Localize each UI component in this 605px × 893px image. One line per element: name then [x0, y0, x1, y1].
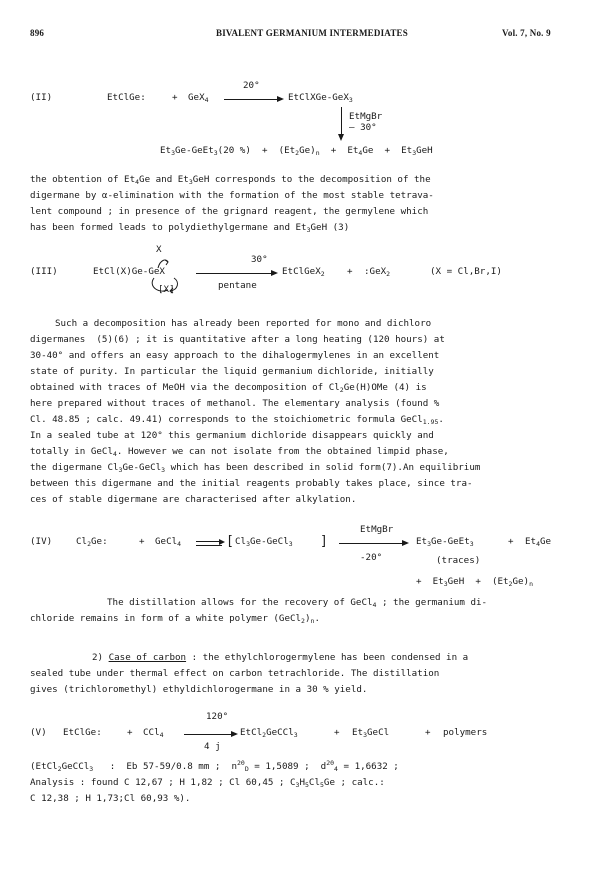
arrow-label: 20°	[243, 80, 260, 91]
eq-reactant: EtClGe:	[107, 92, 146, 103]
reagent-label: EtMgBr	[349, 111, 383, 122]
section-heading-case-of-carbon: Case of carbon	[108, 652, 187, 663]
eq-reactant: EtCl(X)Ge-GeX	[93, 266, 165, 277]
text-line: totally in GeCl$_4$. However we can not isolate from the obtained limpid phase,	[30, 446, 449, 458]
page-number: 896	[30, 28, 45, 38]
text-line: Analysis : found C 12,67 ; H 1,82 ; Cl 60,45 ; $C_3H_5Cl_5Ge$ ; calc.:	[30, 777, 385, 789]
text-line: state of purity. In particular the liquid germanium dichloride, initially	[30, 366, 434, 377]
vertical-arrow	[341, 107, 342, 139]
text-line: 2) Case of carbon : the ethylchlorogermylene has been condensed in a	[92, 652, 469, 663]
eq-plus: +	[139, 536, 145, 547]
reaction-arrow	[224, 99, 282, 100]
eq-reactant: CCl$_4$	[143, 727, 164, 739]
text-line: Cl. 48.85 ; calc. 49.41) corresponds to the stoichiometric formula GeCl$_{1.95}$.	[30, 414, 444, 426]
eq-product: EtCl$_2$GeCCl$_3$	[240, 727, 298, 739]
text-line: here prepared without traces of methanol. The elementary analysis (found %	[30, 398, 440, 409]
text-line: In a sealed tube at 120° this germanium dichloride disappears quickly and	[30, 430, 434, 441]
bracket-right: ]	[320, 534, 328, 549]
running-title: BIVALENT GERMANIUM INTERMEDIATES	[216, 28, 408, 38]
arrow-label-top: 120°	[206, 711, 229, 722]
bracketed-intermediate: $Cl_3Ge-GeCl_3$	[235, 536, 293, 548]
reaction-arrow	[196, 273, 276, 274]
eq-label: (II)	[30, 92, 53, 103]
eq-product: $Et_4Ge$	[525, 536, 552, 548]
arrow-label-bottom: 4 j	[204, 741, 221, 752]
text-line: 30-40° and offers an easy approach to the dihalogermylenes in an excellent	[30, 350, 440, 361]
eq-product: $Et_3Ge-GeEt_3$	[416, 536, 474, 548]
text-line: the digermane $Cl_3Ge-GeCl_3$ which has been described in solid form(7).An equilibrium	[30, 462, 481, 474]
arrow-label-top: 30°	[251, 254, 268, 265]
eq-products-row-2: + $Et_3GeH + (Et_2Ge)_n$	[416, 576, 533, 588]
reaction-arrow	[339, 543, 407, 544]
text-line: the obtention of $Et_4Ge$ and $Et_3GeH$ corresponds to the decomposition of the	[30, 174, 431, 186]
reagent-temperature: – 30°	[349, 122, 377, 133]
text-line: ces of stable digermane are characterised after alkylation.	[30, 494, 357, 505]
eq-plus: +	[127, 727, 133, 738]
eq-product: :GeX$_2$	[364, 266, 391, 278]
text-line: sealed tube under thermal effect on carbon tetrachloride. The distillation	[30, 668, 440, 679]
reaction-arrow	[184, 734, 236, 735]
eq-product: EtClGeX$_2$	[282, 266, 325, 278]
eq-plus: +	[425, 727, 431, 738]
bracket-left: [	[226, 534, 234, 549]
eq-label: (III)	[30, 266, 58, 277]
eq-reactant: GeX$_4$	[188, 92, 209, 104]
eq-label: (V)	[30, 727, 47, 738]
eq-product: polymers	[443, 727, 488, 738]
arrow-label-bottom: -20°	[360, 552, 383, 563]
text-line: (EtCl$_2$GeCCl$_3$ : Eb 57-59/0.8 mm ; $n^{20}_D = 1,5089$ ; $d^{20}_4 = 1,6632$ ;	[30, 759, 399, 773]
arrow-label-bottom: pentane	[218, 280, 257, 291]
eq-reactant: $Cl_2Ge$:	[76, 536, 108, 548]
text-line: The distillation allows for the recovery of GeCl$_4$ ; the germanium di-	[107, 597, 488, 609]
text-line: Such a decomposition has already been reported for mono and dichloro	[55, 318, 432, 329]
text-line: has been formed leads to polydiethylgermane and $Et_3GeH$ (3)	[30, 222, 350, 234]
text-line: between this digermane and the initial reagents probably takes place, since tra-	[30, 478, 473, 489]
eq-product: $Et_3GeCl$	[352, 727, 390, 739]
substituent-x: X	[156, 244, 162, 255]
text-line: digermanes (5)(6) ; it is quantitative after a long heating (120 hours) at	[30, 334, 445, 345]
eq-plus: +	[347, 266, 353, 277]
volume-info: Vol. 7, No. 9	[502, 28, 551, 38]
eq-condition: (X = Cl,Br,I)	[430, 266, 502, 277]
arrow-label-top: EtMgBr	[360, 524, 394, 535]
text-line: lent compound ; in presence of the grignard reagent, the germylene which	[30, 206, 429, 217]
equilibrium-arrow	[196, 541, 222, 546]
text-line: digermane by α-elimination with the formation of the most stable tetrava-	[30, 190, 434, 201]
text-line: C 12,38 ; H 1,73;Cl 60,93 %).	[30, 793, 191, 804]
eq-product: EtClXGe-GeX$_3$	[288, 92, 353, 104]
eq-plus: +	[508, 536, 514, 547]
eq-reactant: EtClGe:	[63, 727, 102, 738]
text-line: chloride remains in form of a white polymer $(GeCl_2)_n$.	[30, 613, 320, 625]
text-line: gives (trichloromethyl) ethyldichlorogermane in a 30 % yield.	[30, 684, 368, 695]
eq-reactant: GeCl$_4$	[155, 536, 182, 548]
eq-label: (IV)	[30, 536, 53, 547]
text-line: obtained with traces of MeOH via the decomposition of $Cl_2Ge(H)OMe$ (4) is	[30, 382, 427, 394]
eq-products-row: $Et_3Ge-GeEt_3(20$ %) + $(Et_2Ge)_n + Et_4Ge + Et_3GeH$	[160, 145, 433, 157]
traces-note: (traces)	[436, 555, 481, 566]
bracketed-x: [X]	[158, 284, 175, 295]
eq-plus: +	[334, 727, 340, 738]
eq-plus: +	[172, 92, 178, 103]
